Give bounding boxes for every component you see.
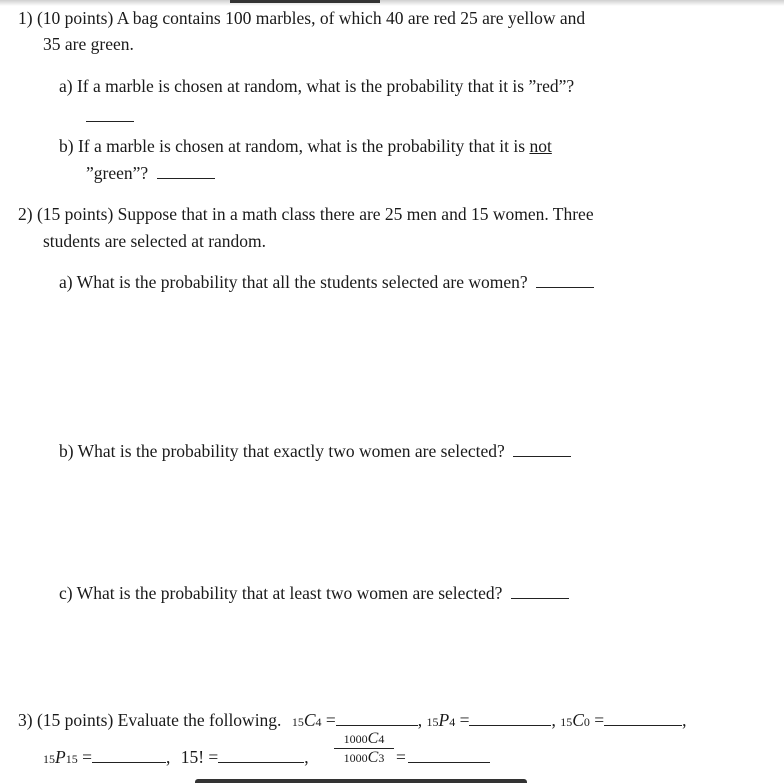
expr-15p15: 15P15 [43, 747, 78, 767]
q1b-underlined-word: not [529, 136, 552, 156]
q3-text: Evaluate the following. [117, 710, 282, 730]
q1a-text: If a marble is chosen at random, what is the probability that it is ”red”? [76, 76, 575, 96]
expr-15p4: 15P4 [426, 710, 456, 730]
fraction-denominator: 1000C3 [343, 749, 385, 766]
q1b [59, 135, 552, 157]
q1b-label: b) [59, 136, 74, 156]
answer-blank[interactable] [469, 709, 551, 726]
q2c-label: c) [59, 583, 73, 603]
q1a-label: a) [59, 76, 73, 96]
q1-text: A bag contains 100 marbles, of which 40 are red 25 are yellow and [116, 8, 586, 28]
q2b [59, 440, 571, 462]
q2a-label: a) [59, 272, 73, 292]
expr-15c4: 15C4 [291, 710, 322, 730]
q1a [59, 75, 574, 97]
q1b-line2 [86, 162, 215, 184]
q2a [59, 271, 594, 293]
q2-points: (15 points) [36, 204, 114, 224]
expr-factorial: 15! [180, 747, 205, 767]
q2-text: Suppose that in a math class there are 25 men and 15 women. Three [117, 204, 594, 224]
q1-number: 1) [18, 8, 33, 28]
q3-line2: 15P15 = , 15! = , [43, 747, 309, 767]
q1b-text2: ”green”? [86, 163, 149, 183]
expr-fraction [334, 730, 394, 767]
fraction-answer: = [396, 746, 490, 768]
q2-line2: students are selected at random. [43, 231, 267, 251]
answer-blank[interactable] [336, 709, 418, 726]
q1-line2: 35 are green. [43, 34, 134, 54]
top-scroll-indicator [230, 0, 380, 3]
answer-blank[interactable] [86, 105, 134, 122]
fraction-numerator: 1000C4 [334, 730, 394, 749]
answer-blank[interactable] [92, 746, 166, 763]
bottom-scroll-indicator [195, 779, 527, 783]
q1-line1 [18, 7, 585, 29]
q1-points: (10 points) [36, 8, 114, 28]
q2b-label: b) [59, 441, 74, 461]
q3-line1: 3) (15 points) Evaluate the following. 15C4 = , 15P4 = , 15C0 = , [18, 710, 687, 730]
answer-blank[interactable] [536, 271, 594, 288]
q2b-text: What is the probability that exactly two women are selected? [77, 441, 505, 461]
q2-number: 2) [18, 204, 33, 224]
answer-blank[interactable] [408, 746, 490, 763]
q3-points: (15 points) [36, 710, 114, 730]
answer-blank[interactable] [604, 709, 682, 726]
q2-line1 [18, 203, 594, 225]
answer-blank[interactable] [218, 746, 304, 763]
top-shadow [0, 0, 784, 6]
q1b-text: If a marble is chosen at random, what is the probability that it is [77, 136, 526, 156]
answer-blank[interactable] [513, 440, 571, 457]
answer-blank[interactable] [511, 582, 569, 599]
q2a-text: What is the probability that all the students selected are women? [76, 272, 528, 292]
q1a-answer-line[interactable] [86, 105, 134, 127]
q2c [59, 582, 569, 604]
answer-blank[interactable] [157, 162, 215, 179]
q3-number: 3) [18, 710, 33, 730]
expr-15c0: 15C0 [560, 710, 590, 730]
q2c-text: What is the probability that at least two women are selected? [76, 583, 503, 603]
